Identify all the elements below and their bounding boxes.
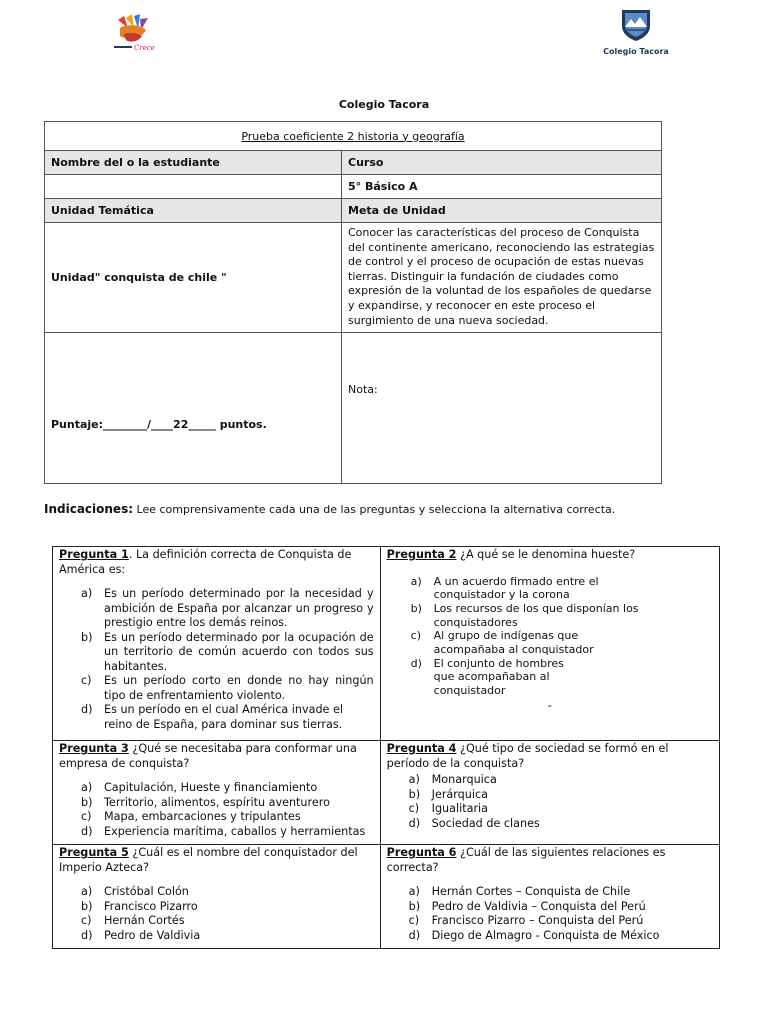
option-d[interactable]: d) Diego de Almagro - Conquista de México	[408, 928, 660, 942]
trailing-dash: -	[547, 698, 552, 712]
question-text: ¿Cuál es el nombre del conquistador del Imperio Azteca?	[59, 846, 358, 874]
right-logo	[598, 8, 674, 56]
hands-logo-icon	[108, 14, 156, 54]
test-title: Prueba coeficiente 2 historia y geografía	[241, 129, 465, 143]
option-d[interactable]: d) Pedro de Valdivia	[81, 928, 201, 942]
question-text: ¿Qué tipo de sociedad se formó en el período de la conquista?	[386, 742, 669, 770]
option-b[interactable]: b) Francisco Pizarro	[81, 899, 198, 913]
question-label: Pregunta 4	[386, 742, 457, 755]
option-d[interactable]: d) El conjunto de hombres que acompañaban al conquistador	[410, 656, 564, 698]
course-label: Curso	[342, 151, 662, 175]
question-label: Pregunta 6	[386, 846, 457, 859]
course-value: 5° Básico A	[342, 175, 662, 199]
options-list	[59, 885, 374, 943]
options-list	[387, 773, 713, 831]
option-d[interactable]: d) Es un período en el cual América invade el reino de España, para dominar sus tierras.	[81, 703, 343, 731]
option-b[interactable]: b) Territorio, alimentos, espíritu aventurero	[81, 795, 330, 809]
question-2	[380, 547, 719, 741]
student-name-label: Nombre del o la estudiante	[45, 151, 342, 175]
option-b[interactable]: b) Pedro de Valdivia – Conquista del Perú	[408, 899, 646, 913]
page-title: Colegio Tacora	[338, 98, 430, 111]
right-logo-label: Colegio Tacora	[603, 47, 669, 56]
question-1	[53, 547, 381, 741]
option-b[interactable]: b) Es un período determinado por la ocupación de un territorio de común acuerdo con todos sus habitantes.	[81, 630, 374, 673]
question-label: Pregunta 1	[59, 548, 129, 561]
question-label: Pregunta 3	[59, 742, 129, 755]
goal-label: Meta de Unidad	[342, 199, 662, 223]
option-c[interactable]: c) Mapa, embarcaciones y tripulantes	[81, 810, 301, 823]
options-list	[387, 575, 641, 698]
option-a[interactable]: a) Monarquica	[408, 773, 497, 786]
option-a[interactable]: a) Capitulación, Hueste y financiamiento	[81, 781, 318, 794]
question-3	[53, 741, 381, 845]
question-text: ¿A qué se le denomina hueste?	[456, 548, 636, 561]
instructions	[44, 502, 615, 516]
option-c[interactable]: c) Francisco Pizarro – Conquista del Perú	[408, 914, 644, 927]
option-a[interactable]: a) A un acuerdo firmado entre el conquistador y la corona	[410, 574, 599, 602]
left-logo	[108, 14, 156, 54]
instructions-label: Indicaciones:	[44, 502, 134, 516]
option-c[interactable]: c) Al grupo de indígenas que acompañaba al conquistador	[410, 629, 594, 657]
option-a[interactable]: a) Cristóbal Colón	[81, 885, 189, 898]
options-list	[387, 885, 713, 943]
student-info-table	[44, 121, 662, 484]
score-field[interactable]: Puntaje:________/____22_____ puntos.	[45, 333, 342, 484]
shield-logo-icon	[618, 8, 654, 42]
instructions-text: Lee comprensivamente cada una de las preguntas y selecciona la alternativa correcta.	[133, 503, 616, 516]
question-text: . La definición correcta de Conquista de América es:	[59, 548, 352, 576]
option-d[interactable]: d) Experiencia marítima, caballos y herramientas	[81, 824, 366, 838]
unit-label: Unidad Temática	[45, 199, 342, 223]
options-list	[59, 587, 374, 732]
option-b[interactable]: b) Jerárquica	[408, 787, 488, 801]
option-c[interactable]: c) Hernán Cortés	[81, 914, 185, 927]
question-text: ¿Qué se necesitaba para conformar una empresa de conquista?	[59, 742, 357, 770]
question-text: ¿Cuál de las siguientes relaciones es correcta?	[386, 846, 666, 874]
svg-text:Crece: Crece	[134, 44, 155, 52]
unit-value: Unidad" conquista de chile "	[45, 223, 342, 333]
question-label: Pregunta 5	[59, 846, 129, 859]
question-5	[53, 845, 381, 949]
option-a[interactable]: a) Hernán Cortes – Conquista de Chile	[408, 885, 631, 898]
student-name-field[interactable]	[45, 175, 342, 199]
question-4	[380, 741, 719, 845]
option-a[interactable]: a) Es un período determinado por la necesidad y ambición de España por alcanzar un progreso y prestigio entre los demás reinos.	[81, 587, 374, 629]
option-b[interactable]: b) Los recursos de los que disponían los conquistadores	[410, 601, 639, 629]
options-list	[59, 781, 374, 839]
option-c[interactable]: c) Igualitaria	[408, 802, 489, 815]
option-c[interactable]: c) Es un período corto en donde no hay ningún tipo de enfrentamiento violento.	[81, 674, 374, 702]
question-6	[380, 845, 719, 949]
question-label: Pregunta 2	[386, 548, 457, 561]
option-d[interactable]: d) Sociedad de clanes	[408, 816, 540, 830]
questions-table	[52, 546, 720, 949]
test-title-cell	[45, 122, 662, 151]
grade-field[interactable]: Nota:	[342, 333, 662, 484]
goal-value: Conocer las características del proceso de Conquista del continente americano, reconociendo las estrategias de control y el proceso de ocupación de estas nuevas tierras. Distinguir la fundación de ciudades como expresión de la voluntad de los españoles de quedarse y expandirse, y reconocer en este proceso el surgimiento de una nueva sociedad.	[342, 223, 662, 333]
